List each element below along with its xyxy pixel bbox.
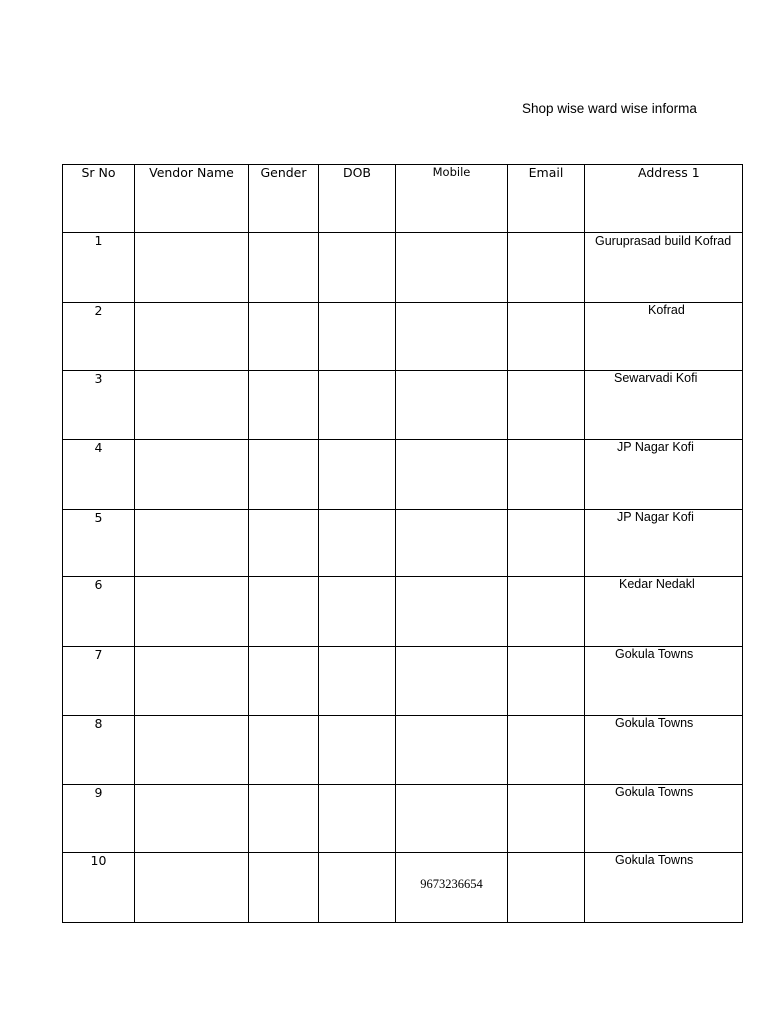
cell-address-1: Kedar Nedakl	[585, 577, 743, 647]
cell-address-1: Gokula Towns	[585, 853, 743, 923]
header-sr-no: Sr No	[63, 165, 135, 233]
cell-gender	[249, 853, 319, 923]
cell-vendor-name	[135, 785, 249, 853]
cell-address-1: Gokula Towns	[585, 647, 743, 716]
vendor-table	[62, 164, 743, 923]
header-row	[63, 165, 743, 233]
cell-vendor-name	[135, 303, 249, 371]
table-row	[63, 510, 743, 577]
cell-mobile	[396, 647, 508, 716]
cell-address-1: JP Nagar Kofi	[585, 440, 743, 510]
mobile-number: 9673236654	[420, 877, 483, 891]
cell-gender	[249, 510, 319, 577]
table-row	[63, 303, 743, 371]
cell-email	[508, 233, 585, 303]
table-row	[63, 716, 743, 785]
cell-mobile	[396, 510, 508, 577]
table-row	[63, 647, 743, 716]
cell-dob	[319, 371, 396, 440]
cell-mobile	[396, 853, 508, 923]
cell-sr-no: 9	[63, 785, 135, 853]
cell-mobile	[396, 303, 508, 371]
cell-mobile	[396, 577, 508, 647]
cell-vendor-name	[135, 716, 249, 785]
cell-gender	[249, 303, 319, 371]
table-row	[63, 371, 743, 440]
cell-vendor-name	[135, 510, 249, 577]
cell-vendor-name	[135, 233, 249, 303]
cell-mobile	[396, 785, 508, 853]
cell-email	[508, 303, 585, 371]
cell-email	[508, 371, 585, 440]
vendor-table-container	[62, 164, 732, 926]
cell-email	[508, 716, 585, 785]
cell-dob	[319, 303, 396, 371]
cell-email	[508, 647, 585, 716]
cell-sr-no: 4	[63, 440, 135, 510]
header-mobile: Mobile	[396, 165, 508, 233]
cell-address-1: Kofrad	[585, 303, 743, 371]
cell-mobile	[396, 233, 508, 303]
cell-gender	[249, 233, 319, 303]
cell-email	[508, 785, 585, 853]
cell-sr-no: 1	[63, 233, 135, 303]
cell-gender	[249, 785, 319, 853]
cell-dob	[319, 716, 396, 785]
table-row	[63, 785, 743, 853]
cell-vendor-name	[135, 371, 249, 440]
cell-sr-no: 6	[63, 577, 135, 647]
cell-sr-no: 7	[63, 647, 135, 716]
cell-address-1: Gokula Towns	[585, 716, 743, 785]
header-dob: DOB	[319, 165, 396, 233]
cell-mobile	[396, 371, 508, 440]
cell-mobile	[396, 716, 508, 785]
cell-dob	[319, 510, 396, 577]
cell-gender	[249, 371, 319, 440]
table-row	[63, 440, 743, 510]
table-row	[63, 853, 743, 923]
cell-dob	[319, 440, 396, 510]
cell-email	[508, 853, 585, 923]
cell-mobile	[396, 440, 508, 510]
cell-email	[508, 440, 585, 510]
header-gender: Gender	[249, 165, 319, 233]
cell-address-1: Guruprasad build Kofrad	[585, 233, 743, 303]
cell-dob	[319, 785, 396, 853]
cell-gender	[249, 716, 319, 785]
cell-sr-no: 8	[63, 716, 135, 785]
cell-address-1: Sewarvadi Kofi	[585, 371, 743, 440]
page-title: Shop wise ward wise informa	[522, 101, 697, 116]
cell-dob	[319, 647, 396, 716]
cell-vendor-name	[135, 577, 249, 647]
header-vendor-name: Vendor Name	[135, 165, 249, 233]
cell-sr-no: 10	[63, 853, 135, 923]
header-email: Email	[508, 165, 585, 233]
cell-email	[508, 577, 585, 647]
cell-address-1: Gokula Towns	[585, 785, 743, 853]
cell-sr-no: 2	[63, 303, 135, 371]
cell-email	[508, 510, 585, 577]
cell-vendor-name	[135, 440, 249, 510]
header-address-1: Address 1	[585, 165, 743, 233]
cell-address-1: JP Nagar Kofi	[585, 510, 743, 577]
cell-dob	[319, 853, 396, 923]
table-row	[63, 577, 743, 647]
cell-sr-no: 3	[63, 371, 135, 440]
cell-dob	[319, 577, 396, 647]
cell-gender	[249, 577, 319, 647]
cell-vendor-name	[135, 647, 249, 716]
cell-gender	[249, 440, 319, 510]
cell-gender	[249, 647, 319, 716]
table-row	[63, 233, 743, 303]
cell-sr-no: 5	[63, 510, 135, 577]
cell-dob	[319, 233, 396, 303]
cell-vendor-name	[135, 853, 249, 923]
